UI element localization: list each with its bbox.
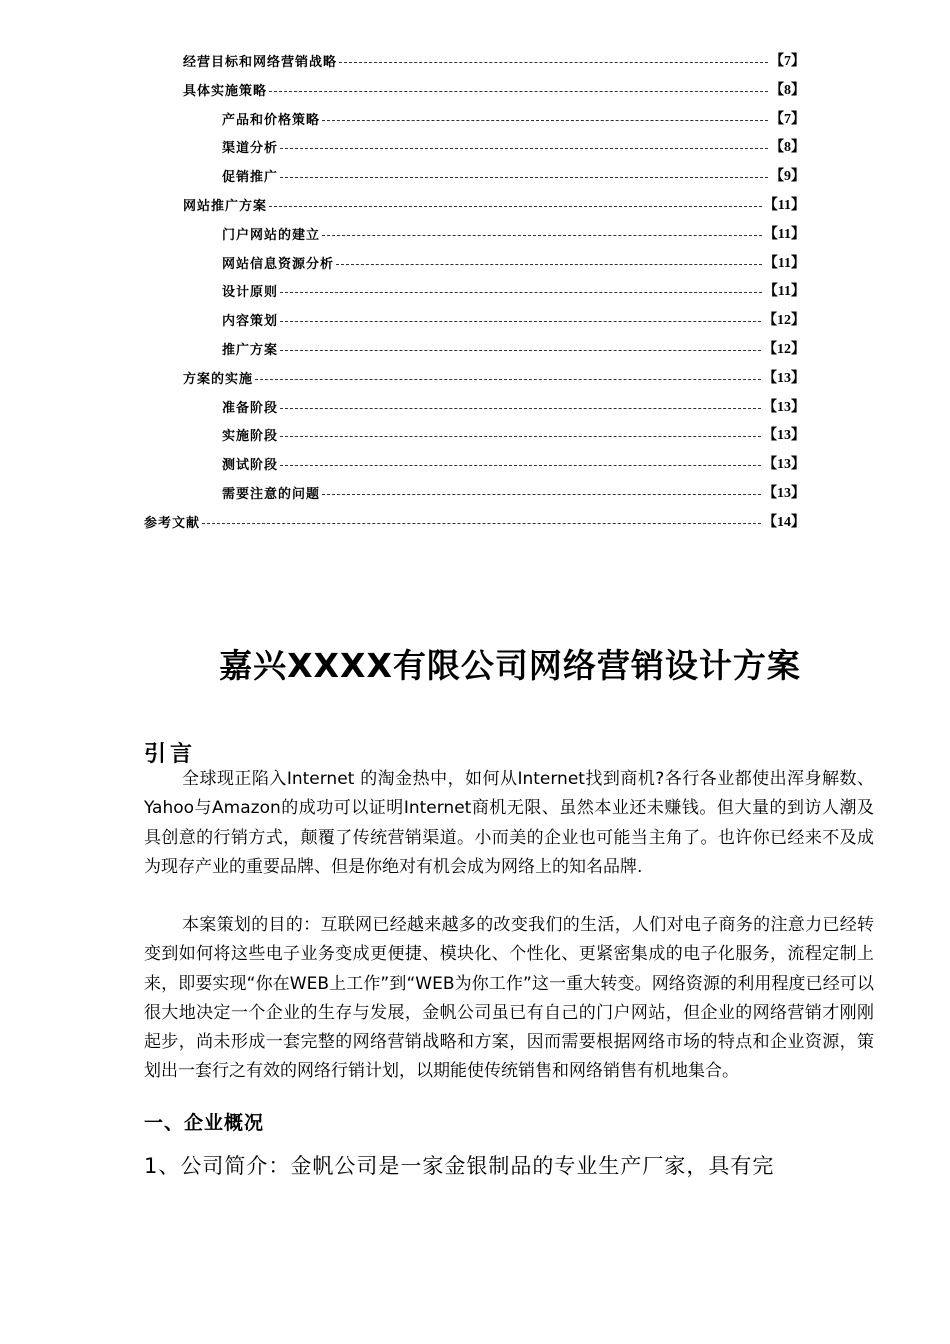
toc-leader xyxy=(336,264,762,265)
toc-entry-label: 具体实施策略 xyxy=(183,83,268,99)
toc-entry-label: 推广方案 xyxy=(222,342,279,358)
toc-entry-page: 【12】 xyxy=(763,313,805,328)
toc-leader xyxy=(255,379,761,380)
toc-entry-label: 渠道分析 xyxy=(222,140,279,156)
toc-entry-label: 需要注意的问题 xyxy=(222,486,321,502)
toc-leader xyxy=(280,292,762,293)
toc-leader xyxy=(269,91,768,92)
toc-entry[interactable] xyxy=(183,364,805,390)
toc-leader xyxy=(269,206,762,207)
toc-entry[interactable] xyxy=(183,76,805,102)
toc-entry-label: 产品和价格策略 xyxy=(222,112,321,128)
toc-entry[interactable] xyxy=(222,393,805,419)
toc-leader xyxy=(280,148,768,149)
toc-entry[interactable] xyxy=(222,162,805,188)
toc-entry[interactable] xyxy=(222,479,805,505)
toc-leader xyxy=(339,62,768,63)
toc-entry[interactable] xyxy=(222,450,805,476)
toc-entry-label: 参考文献 xyxy=(144,515,201,531)
toc-entry[interactable] xyxy=(222,133,805,159)
toc-entry-label: 网站推广方案 xyxy=(183,198,268,214)
toc-leader xyxy=(280,177,768,178)
toc-entry-label: 门户网站的建立 xyxy=(222,227,321,243)
toc-entry-label: 方案的实施 xyxy=(183,371,254,387)
toc-entry-label: 促销推广 xyxy=(222,169,279,185)
toc-entry-label: 网站信息资源分析 xyxy=(222,256,335,272)
toc-leader xyxy=(322,494,761,495)
toc-entry[interactable] xyxy=(183,191,805,217)
toc-entry-page: 【7】 xyxy=(770,112,805,127)
toc-leader xyxy=(280,350,761,351)
intro-heading: 引言 xyxy=(144,742,197,767)
toc-entry[interactable] xyxy=(222,277,805,303)
toc-entry-page: 【8】 xyxy=(770,83,805,98)
toc-leader xyxy=(280,321,761,322)
toc-entry[interactable] xyxy=(222,421,805,447)
intro-paragraph: 全球现正陷入Internet 的淘金热中，如何从Internet找到商机?各行各业都使出浑身解数、Yahoo与Amazon的成功可以证明Internet商机无限、虽然本业还未赚钱。但大量的到访人潮及具创意的行销方式，颠覆了传统营销渠道。小而美的企业也可能当主角了。也许你已经来不及成为现存产业的重要品牌、但是你绝对有机会成为网络上的知名品牌. xyxy=(144,769,874,877)
company-intro-line: 1、公司简介：金帆公司是一家金银制品的专业生产厂家，具有完 xyxy=(144,1154,775,1178)
toc-entry-page: 【7】 xyxy=(770,54,805,69)
toc-entry[interactable] xyxy=(222,105,805,131)
toc-entry-label: 内容策划 xyxy=(222,313,279,329)
toc-entry-page: 【8】 xyxy=(770,140,805,155)
toc-leader xyxy=(280,436,761,437)
toc-entry-page: 【11】 xyxy=(763,227,805,242)
toc-entry-page: 【11】 xyxy=(763,198,805,213)
toc-entry[interactable] xyxy=(183,47,805,73)
toc-leader xyxy=(322,120,768,121)
toc-entry-page: 【13】 xyxy=(763,428,805,443)
toc-entry[interactable] xyxy=(222,306,805,332)
toc-entry[interactable] xyxy=(144,508,805,534)
toc-entry-page: 【12】 xyxy=(763,342,805,357)
section-heading: 一、企业概况 xyxy=(144,1112,265,1134)
toc-entry-page: 【13】 xyxy=(763,457,805,472)
toc-entry-label: 准备阶段 xyxy=(222,400,279,416)
toc-entry-page: 【13】 xyxy=(763,371,805,386)
toc-entry-page: 【11】 xyxy=(763,284,805,299)
toc-entry-page: 【13】 xyxy=(763,486,805,501)
toc-leader xyxy=(202,523,761,524)
toc-entry-page: 【11】 xyxy=(763,256,805,271)
toc-leader xyxy=(322,235,762,236)
toc-entry-label: 测试阶段 xyxy=(222,457,279,473)
purpose-paragraph: 本案策划的目的：互联网已经越来越多的改变我们的生活，人们对电子商务的注意力已经转变到如何将这些电子业务变成更便捷、模块化、个性化、更紧密集成的电子化服务，流程定制上来，即要实现“你在WEB上工作”到“WEB为你工作”这一重大转变。网络资源的利用程度已经可以很大地决定一个企业的生存与发展，金帆公司虽已有自己的门户网站，但企业的网络营销才刚刚起步，尚未形成一套完整的网络营销战略和方案，因而需要根据网络市场的特点和企业资源，策划出一套行之有效的网络行销计划，以期能使传统销售和网络销售有机地集合。 xyxy=(144,915,874,1082)
toc-entry-label: 实施阶段 xyxy=(222,428,279,444)
toc-entry[interactable] xyxy=(222,220,805,246)
toc-leader xyxy=(280,465,761,466)
toc-entry[interactable] xyxy=(222,335,805,361)
toc-entry[interactable] xyxy=(222,249,805,275)
toc-entry-page: 【9】 xyxy=(770,169,805,184)
toc-entry-label: 经营目标和网络营销战略 xyxy=(183,54,338,70)
document-title: 嘉兴XXXX有限公司网络营销设计方案 xyxy=(219,646,801,685)
toc-entry-label: 设计原则 xyxy=(222,284,279,300)
toc-leader xyxy=(280,408,761,409)
toc-entry-page: 【14】 xyxy=(763,515,805,530)
toc-entry-page: 【13】 xyxy=(763,400,805,415)
